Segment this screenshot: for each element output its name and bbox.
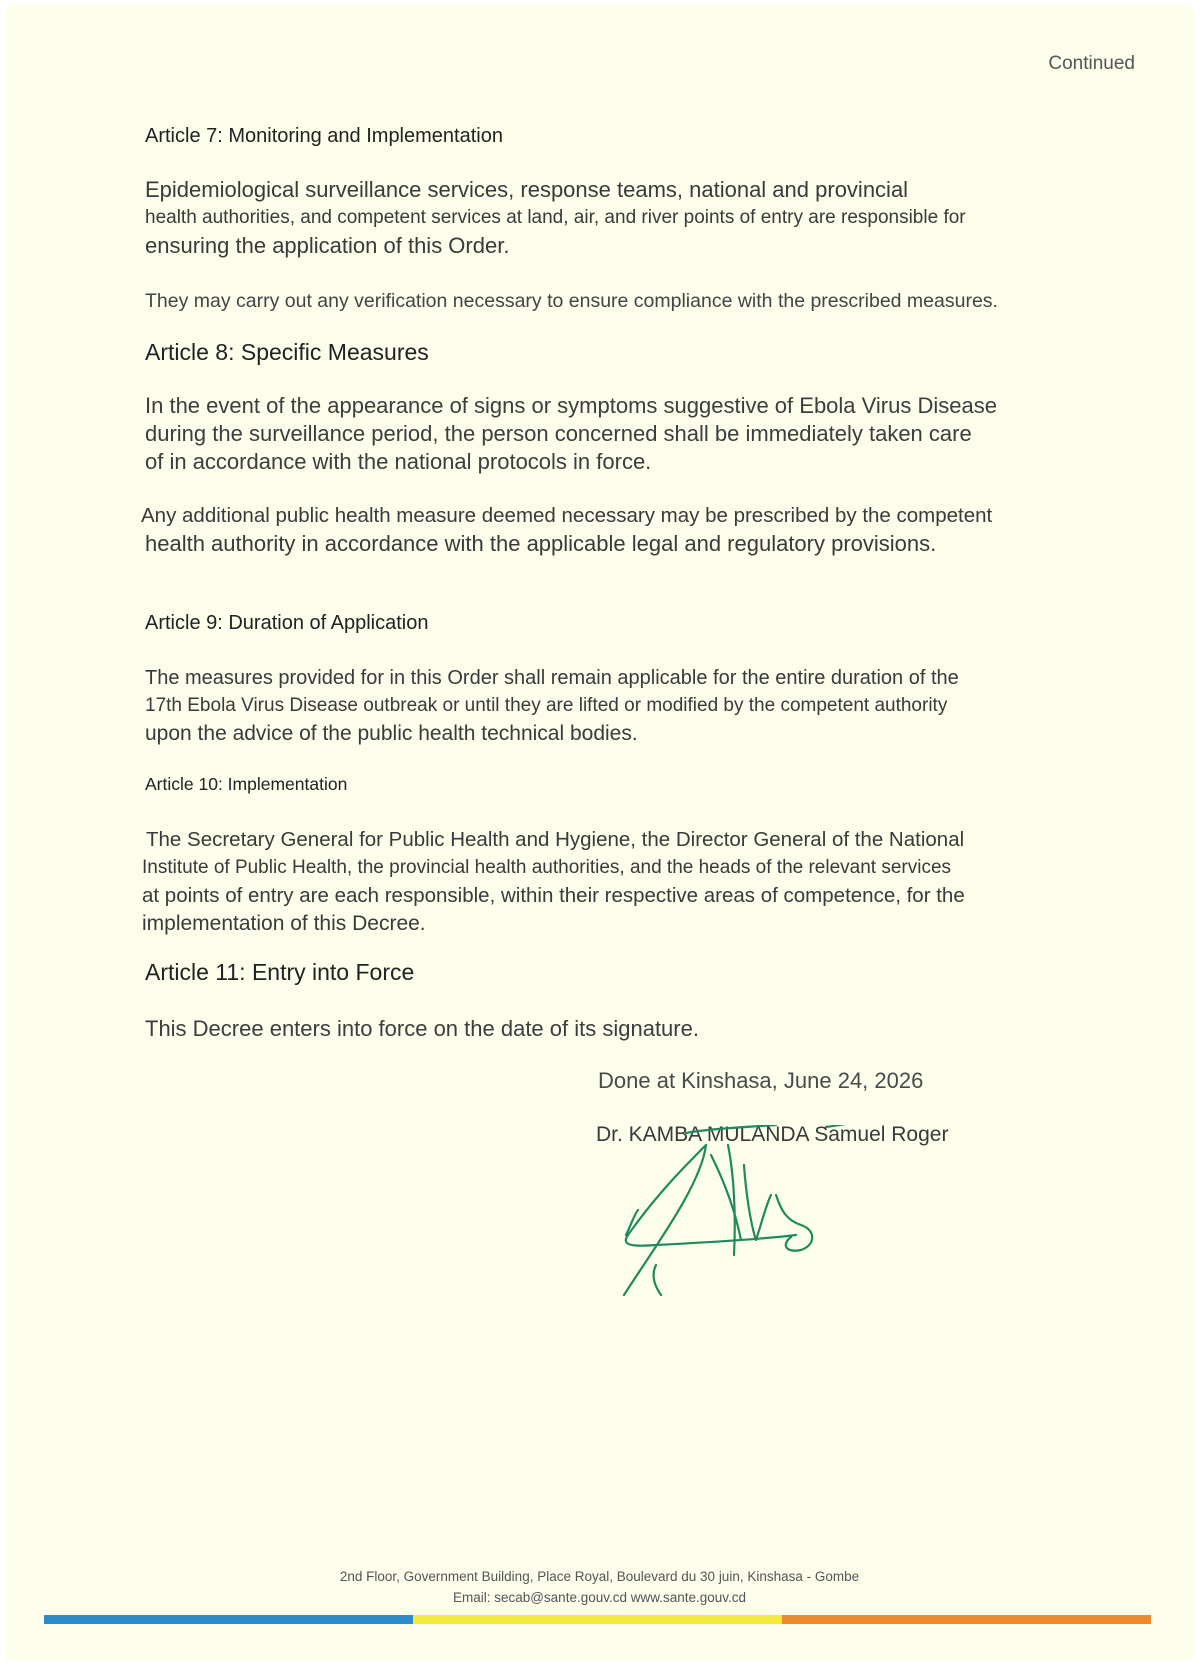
- article-10-title: Article 10: Implementation: [145, 774, 348, 794]
- article-8-p1-line-1: In the event of the appearance of signs or symptoms suggestive of Ebola Virus Disease: [145, 393, 997, 418]
- article-8-p2-line-1: Any additional public health measure deemed necessary may be prescribed by the competent: [141, 504, 993, 527]
- article-8-title: Article 8: Specific Measures: [145, 339, 429, 365]
- handwritten-signature: [616, 1125, 866, 1385]
- footer-contact: Email: secab@sante.gouv.cd www.sante.gouv.cd: [452, 1590, 747, 1605]
- article-8-p1-line-3: of in accordance with the national protocols in force.: [145, 449, 652, 474]
- article-8-paragraph-2: [141, 502, 1059, 558]
- article-10-p1-line-1: The Secretary General for Public Health and Hygiene, the Director General of the National: [146, 828, 965, 851]
- article-10-p1-line-2: Institute of Public Health, the provincial health authorities, and the heads of the relevant services: [142, 857, 952, 878]
- article-8-paragraph-1: [145, 392, 1063, 476]
- continued-label: Continued: [1048, 53, 1135, 74]
- article-8-p2-line-2: health authority in accordance with the applicable legal and regulatory provisions.: [145, 531, 937, 556]
- article-8-p1-line-2: during the surveillance period, the person concerned shall be immediately taken care: [145, 421, 972, 446]
- color-bar-yellow: [413, 1615, 782, 1624]
- article-11-title: Article 11: Entry into Force: [145, 959, 415, 985]
- article-9-title: Article 9: Duration of Application: [145, 612, 429, 634]
- article-9-p1-line-2: 17th Ebola Virus Disease outbreak or until they are lifted or modified by the competent authority: [145, 695, 948, 716]
- article-11-paragraph-1: This Decree enters into force on the date of its signature.: [145, 1016, 699, 1041]
- article-7-title: Article 7: Monitoring and Implementation: [145, 125, 503, 147]
- footer-color-bar: [44, 1615, 1151, 1624]
- article-7-p1-line-3: ensuring the application of this Order.: [145, 233, 510, 258]
- article-9-paragraph-1: [145, 664, 1063, 748]
- article-10-p1-line-4: implementation of this Decree.: [142, 912, 426, 935]
- signatory-name: Dr. KAMBA MULANDA Samuel Roger: [596, 1123, 949, 1146]
- article-9-p1-line-1: The measures provided for in this Order shall remain applicable for the entire duration of the: [145, 667, 959, 689]
- color-bar-orange: [782, 1615, 1151, 1624]
- document-page: [6, 5, 1193, 1660]
- article-7-paragraph-2: They may carry out any verification necessary to ensure compliance with the prescribed measures.: [145, 290, 998, 312]
- footer-address: 2nd Floor, Government Building, Place Royal, Boulevard du 30 juin, Kinshasa - Gombe: [339, 1569, 860, 1584]
- place-and-date: Done at Kinshasa, June 24, 2026: [598, 1068, 924, 1093]
- article-10-p1-line-3: at points of entry are each responsible, within their respective areas of competence, for the: [142, 884, 965, 907]
- article-7-p1-line-2: health authorities, and competent services at land, air, and river points of entry are responsible for: [145, 207, 966, 228]
- color-bar-blue: [44, 1615, 413, 1624]
- article-7-paragraph-1: [145, 176, 1063, 260]
- article-9-p1-line-3: upon the advice of the public health technical bodies.: [145, 722, 638, 745]
- article-10-paragraph-1: [142, 826, 1060, 938]
- article-7-p1-line-1: Epidemiological surveillance services, response teams, national and provincial: [145, 177, 909, 202]
